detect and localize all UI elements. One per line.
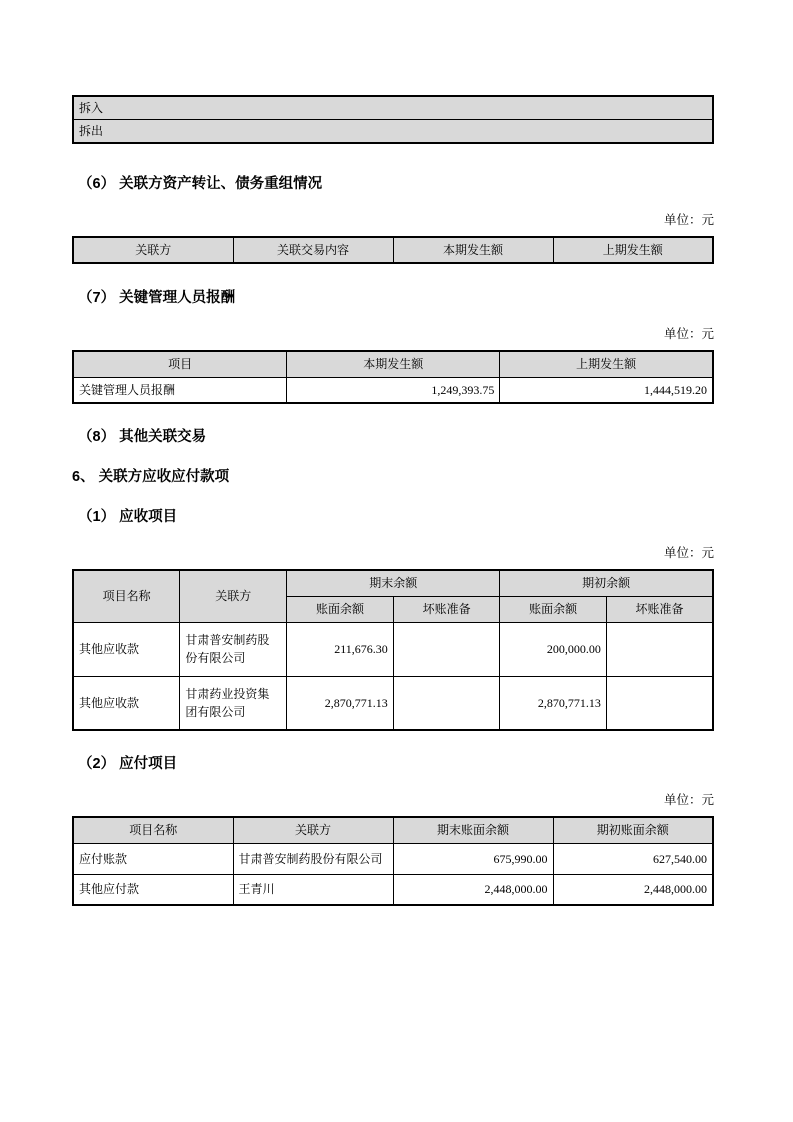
table-cell: 2,870,771.13 [500, 676, 607, 730]
table-header-row [73, 237, 713, 263]
table-cell: 拆出 [73, 120, 713, 144]
unit-label: 单位：元 [663, 793, 714, 807]
interbank-borrowing-table [72, 95, 714, 144]
table-cell: 2,870,771.13 [287, 676, 394, 730]
column-header: 关联方 [73, 237, 233, 263]
table-row [73, 622, 713, 676]
receivables-table [72, 569, 714, 731]
table-header-row [73, 817, 713, 843]
table-cell: 1,444,519.20 [500, 377, 713, 403]
asset-transfer-table [72, 236, 714, 264]
unit-label: 单位：元 [663, 327, 714, 341]
payables-table [72, 816, 714, 906]
column-header: 上期发生额 [500, 351, 713, 377]
unit-label: 单位：元 [663, 546, 714, 560]
table-row [73, 120, 713, 144]
table-cell: 关键管理人员报酬 [73, 377, 287, 403]
table-cell: 其他应收款 [73, 622, 180, 676]
table-cell: 211,676.30 [287, 622, 394, 676]
table-row [73, 377, 713, 403]
table-cell [393, 622, 500, 676]
table-cell: 其他应收款 [73, 676, 180, 730]
table-cell: 2,448,000.00 [393, 874, 553, 905]
column-header: 账面余额 [287, 596, 394, 622]
column-header: 项目名称 [73, 817, 233, 843]
table-cell: 甘肃普安制药股份有限公司 [180, 622, 287, 676]
column-header: 项目 [73, 351, 287, 377]
column-header: 项目名称 [73, 570, 180, 622]
column-header: 坏账准备 [606, 596, 713, 622]
section-heading-payables: （2） 应付项目 [78, 756, 178, 772]
table-cell: 1,249,393.75 [287, 377, 500, 403]
column-header-group: 期末余额 [287, 570, 500, 596]
section-heading-receivable-payable: 6、 关联方应收应付款项 [72, 469, 230, 485]
column-header: 期末账面余额 [393, 817, 553, 843]
column-header: 本期发生额 [287, 351, 500, 377]
table-row [73, 874, 713, 905]
column-header: 关联方 [233, 817, 393, 843]
table-header-row [73, 570, 713, 596]
column-header: 账面余额 [500, 596, 607, 622]
table-row [73, 843, 713, 874]
table-cell: 627,540.00 [553, 843, 713, 874]
table-cell: 675,990.00 [393, 843, 553, 874]
table-cell: 拆入 [73, 96, 713, 120]
table-row [73, 96, 713, 120]
table-cell: 甘肃普安制药股份有限公司 [233, 843, 393, 874]
table-row [73, 676, 713, 730]
table-header-row [73, 351, 713, 377]
table-cell [606, 622, 713, 676]
table-cell: 其他应付款 [73, 874, 233, 905]
column-header: 坏账准备 [393, 596, 500, 622]
table-cell: 2,448,000.00 [553, 874, 713, 905]
table-cell [393, 676, 500, 730]
section-heading-key-management: （7） 关键管理人员报酬 [78, 290, 236, 306]
table-cell: 甘肃药业投资集团有限公司 [180, 676, 287, 730]
column-header: 本期发生额 [393, 237, 553, 263]
unit-label: 单位：元 [663, 213, 714, 227]
section-heading-other-related: （8） 其他关联交易 [78, 429, 207, 445]
column-header-group: 期初余额 [500, 570, 713, 596]
column-header: 上期发生额 [553, 237, 713, 263]
table-cell: 200,000.00 [500, 622, 607, 676]
column-header: 关联交易内容 [233, 237, 393, 263]
section-heading-asset-transfer: （6） 关联方资产转让、债务重组情况 [78, 176, 323, 192]
column-header: 期初账面余额 [553, 817, 713, 843]
table-cell: 王青川 [233, 874, 393, 905]
section-heading-receivables: （1） 应收项目 [78, 509, 178, 525]
table-cell: 应付账款 [73, 843, 233, 874]
column-header: 关联方 [180, 570, 287, 622]
table-cell [606, 676, 713, 730]
key-management-table [72, 350, 714, 404]
